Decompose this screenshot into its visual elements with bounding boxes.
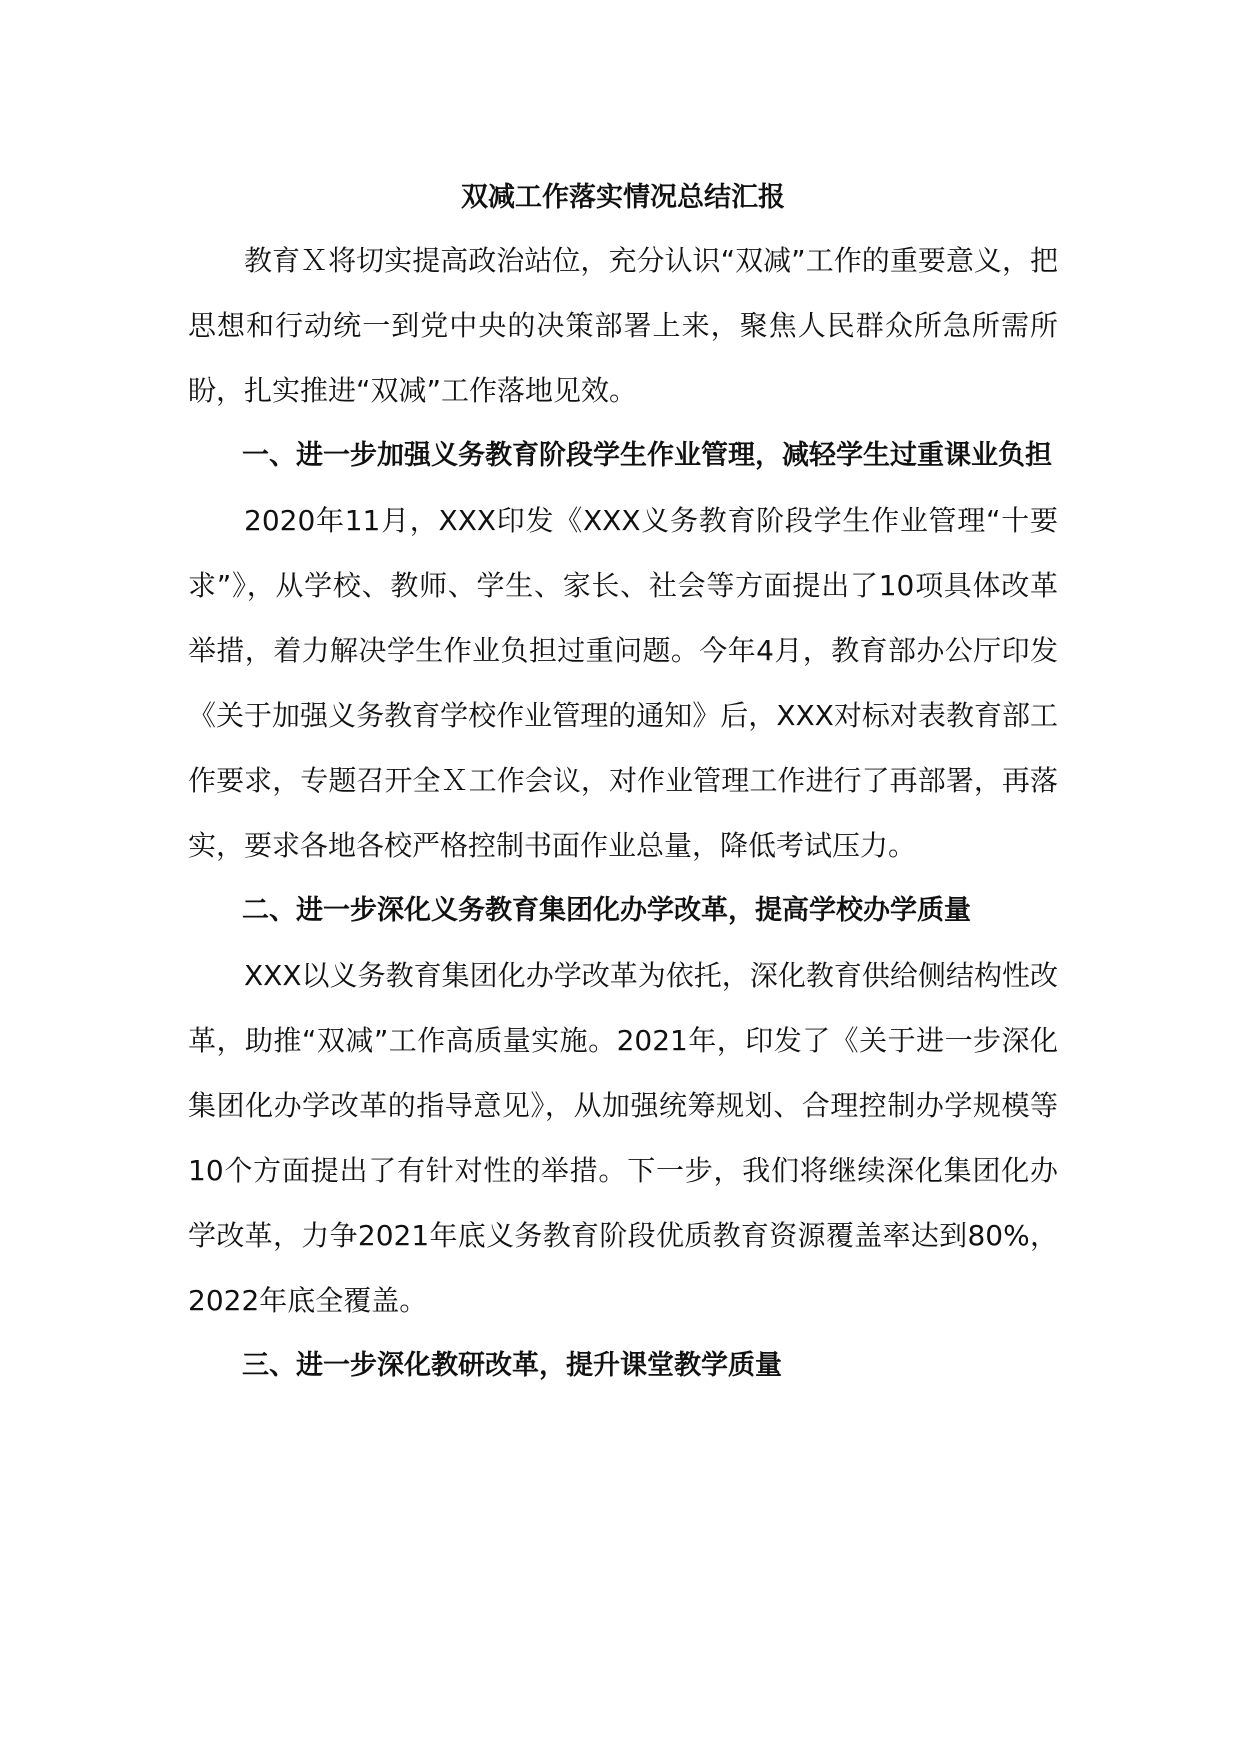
section-heading-3: 三、进一步深化教研改革，提升课堂教学质量 xyxy=(242,1350,782,1381)
section-2-paragraph: XXX以义务教育集团化办学改革为依托，深化教育供给侧结构性改革，助推“双减”工作高质量实施。2021年，印发了《关于进一步深化集团化办学改革的指导意见》，从加强统筹规划、合理控制办学规模等10个方面提出了有针对性的举措。下一步，我们将继续深化集团化办学改革，力争2021年底义务教育阶段优质教育资源覆盖率达到80%，2022年底全覆盖。 xyxy=(188,959,1058,1317)
document-page xyxy=(188,168,1058,1398)
section-heading-1: 一、进一步加强义务教育阶段学生作业管理，减轻学生过重课业负担 xyxy=(242,440,1052,471)
section-heading-2: 二、进一步深化义务教育集团化办学改革，提高学校办学质量 xyxy=(242,895,971,926)
document-title: 双减工作落实情况总结汇报 xyxy=(461,182,785,213)
intro-paragraph: 教育Ｘ将切实提高政治站位，充分认识“双减”工作的重要意义，把思想和行动统一到党中央的决策部署上来，聚焦人民群众所急所需所盼，扎实推进“双减”工作落地见效。 xyxy=(188,244,1058,407)
section-1-paragraph: 2020年11月，XXX印发《XXX义务教育阶段学生作业管理“十要求”》，从学校、教师、学生、家长、社会等方面提出了10项具体改革举措，着力解决学生作业负担过重问题。今年4月，教育部办公厅印发《关于加强义务教育学校作业管理的通知》后，XXX对标对表教育部工作要求，专题召开全Ｘ工作会议，对作业管理工作进行了再部署，再落实，要求各地各校严格控制书面作业总量，降低考试压力。 xyxy=(188,504,1058,862)
